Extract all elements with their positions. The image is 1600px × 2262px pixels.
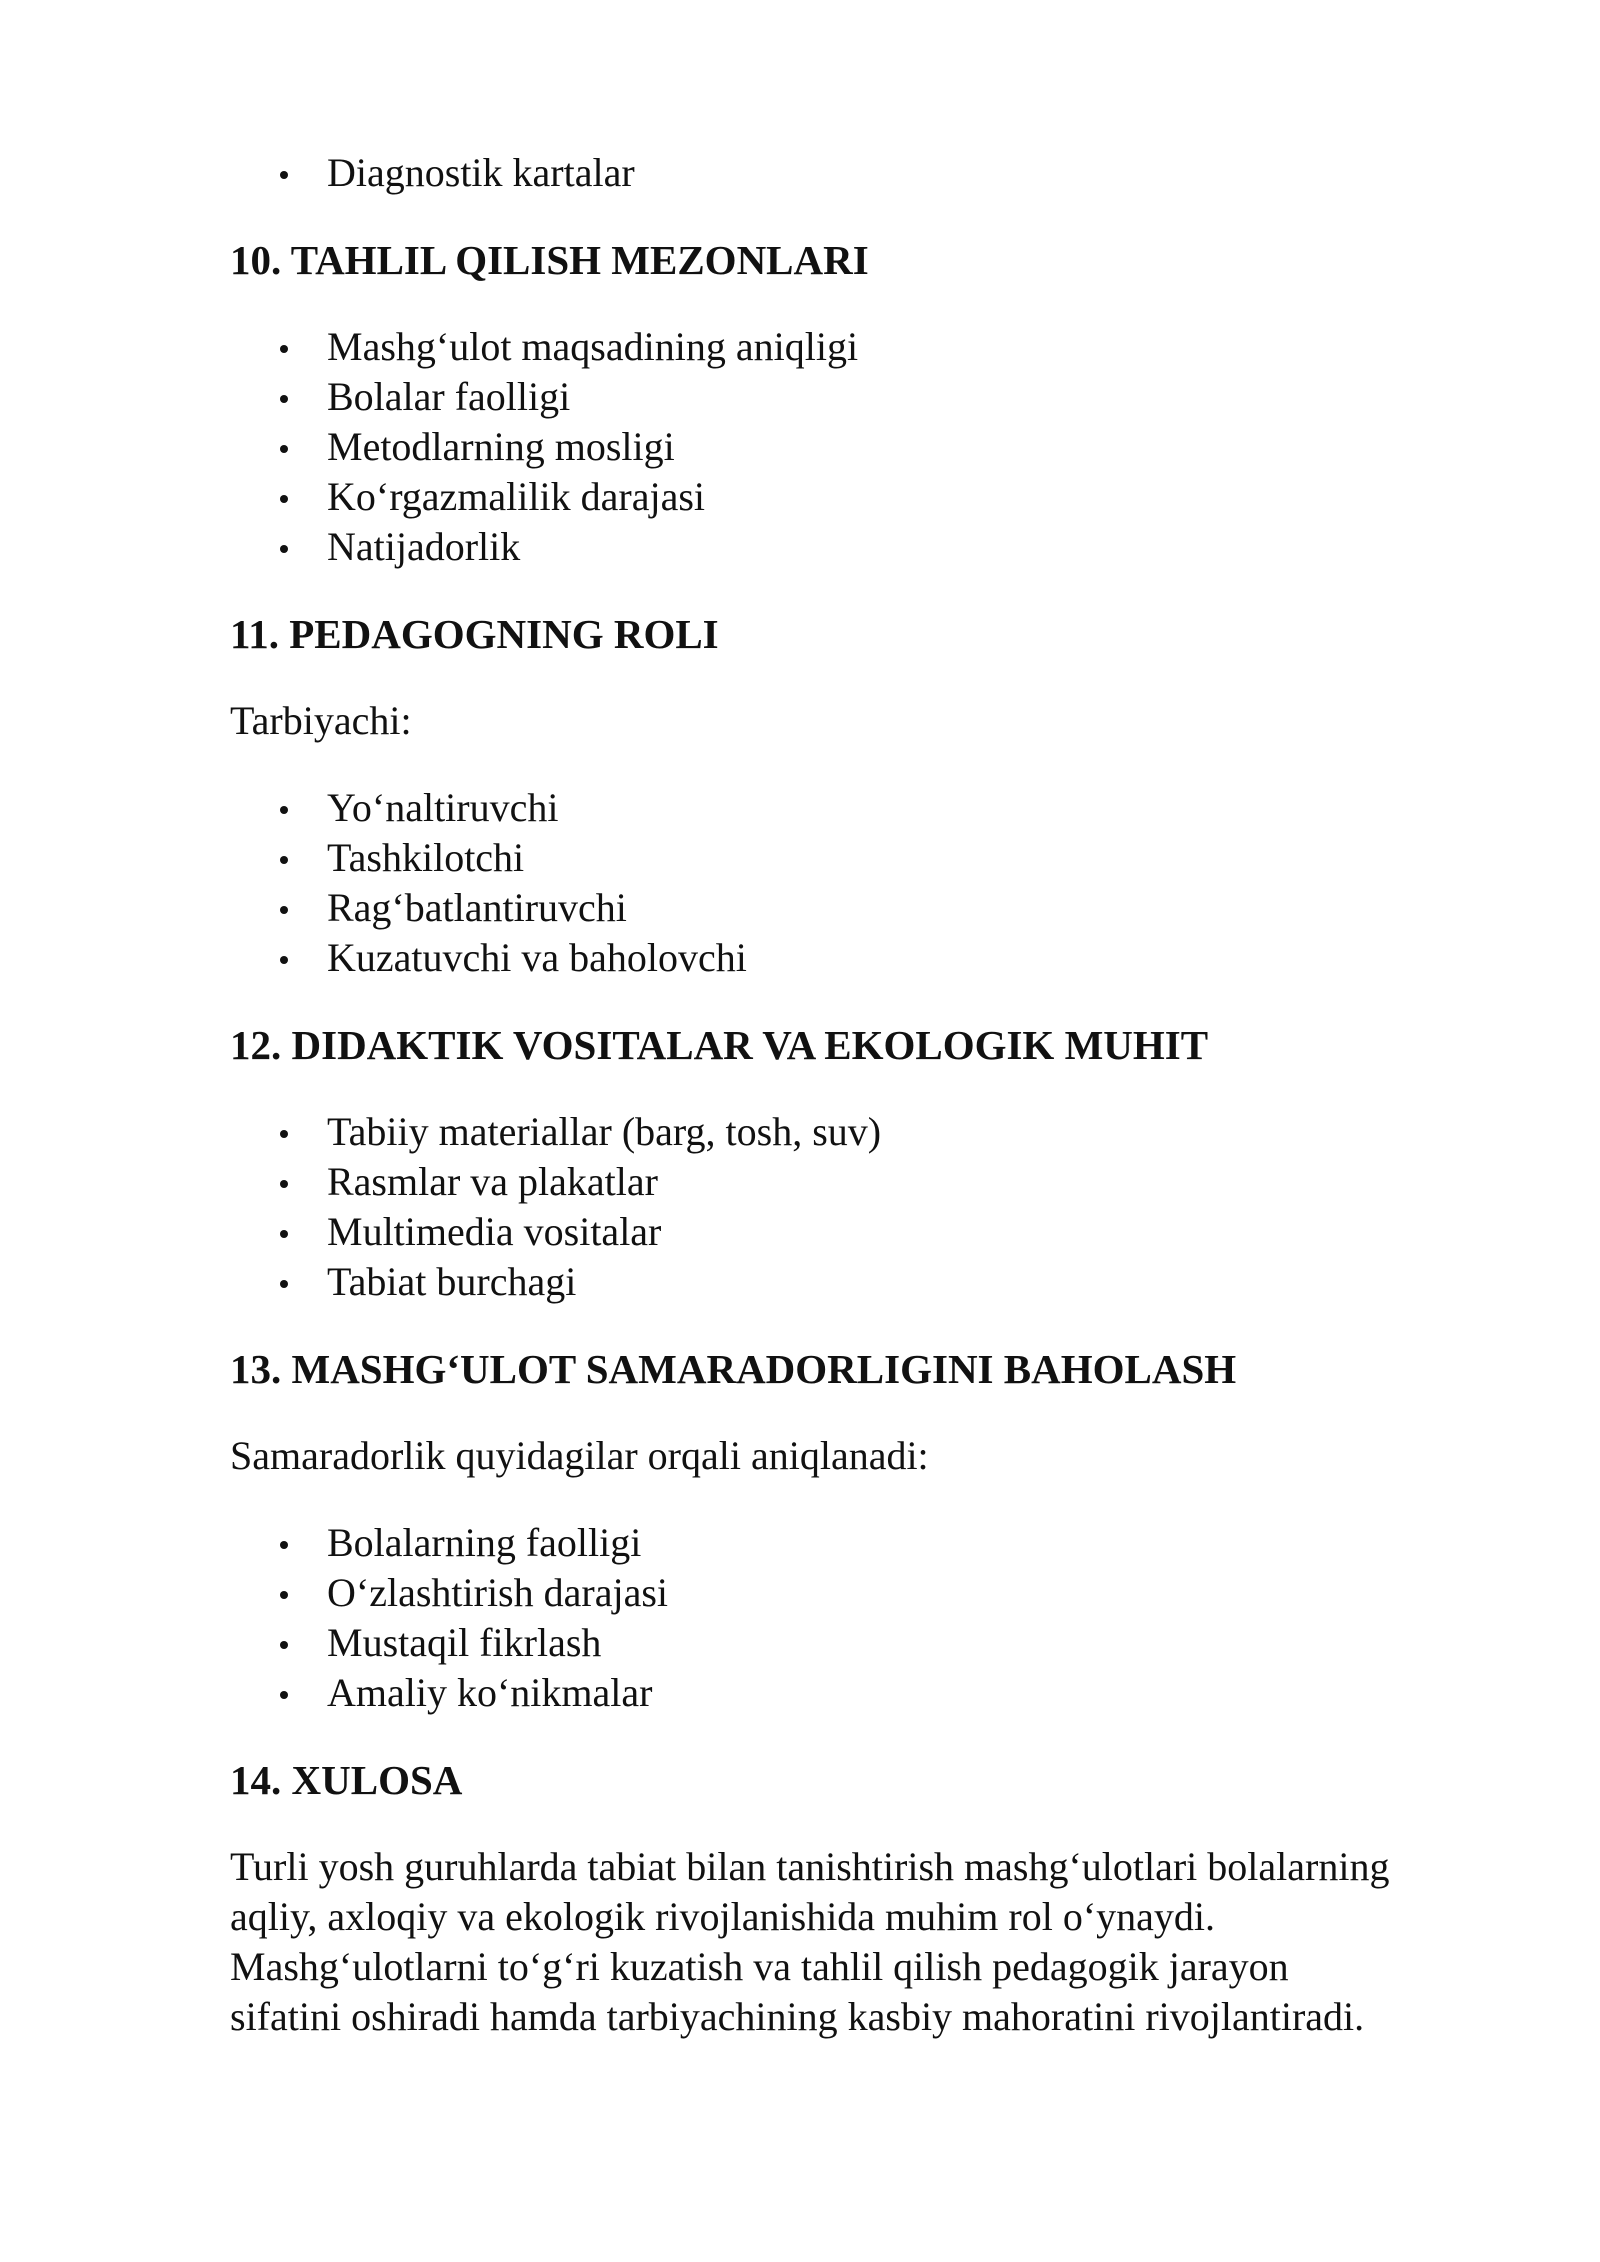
bullet-icon	[280, 856, 288, 864]
list-item: Metodlarning mosligi	[230, 422, 1500, 472]
section-list-12	[230, 1107, 1500, 1307]
section-list-13	[230, 1518, 1500, 1718]
section-heading-14: 14. XULOSA	[230, 1757, 463, 1803]
bullet-icon	[280, 1230, 288, 1238]
bullet-icon	[280, 1691, 288, 1699]
bullet-icon	[280, 495, 288, 503]
list-item: Tabiat burchagi	[230, 1257, 1500, 1307]
bullet-icon	[280, 171, 288, 179]
bullet-icon	[280, 906, 288, 914]
list-item: Rag‘batlantiruvchi	[230, 883, 1500, 933]
section-heading-12: 12. DIDAKTIK VOSITALAR VA EKOLOGIK MUHIT	[230, 1022, 1209, 1068]
list-item: Mustaqil fikrlash	[230, 1618, 1500, 1668]
conclusion-line: aqliy, axloqiy va ekologik rivojlanishida muhim rol o‘ynaydi.	[230, 1894, 1216, 1939]
list-item: Mashg‘ulot maqsadining aniqligi	[230, 322, 1500, 372]
bullet-icon	[280, 395, 288, 403]
section-heading-10: 10. TAHLIL QILISH MEZONLARI	[230, 237, 869, 283]
conclusion-line: Turli yosh guruhlarda tabiat bilan tanishtirish mashg‘ulotlari bolalarning	[230, 1844, 1390, 1889]
list-item: Rasmlar va plakatlar	[230, 1157, 1500, 1207]
bullet-icon	[280, 545, 288, 553]
intro-list	[230, 148, 1500, 198]
document-page	[230, 148, 1500, 2042]
list-item: Tashkilotchi	[230, 833, 1500, 883]
list-item: Diagnostik kartalar	[230, 148, 1500, 198]
bullet-icon	[280, 956, 288, 964]
list-item: Ko‘rgazmalilik darajasi	[230, 472, 1500, 522]
section-intro-13: Samaradorlik quyidagilar orqali aniqlanadi:	[230, 1433, 929, 1478]
list-item: Kuzatuvchi va baholovchi	[230, 933, 1500, 983]
list-item: O‘zlashtirish darajasi	[230, 1568, 1500, 1618]
list-item: Bolalar faolligi	[230, 372, 1500, 422]
conclusion-line: sifatini oshiradi hamda tarbiyachining kasbiy mahoratini rivojlantiradi.	[230, 1994, 1365, 2039]
list-item: Yo‘naltiruvchi	[230, 783, 1500, 833]
list-item: Tabiiy materiallar (barg, tosh, suv)	[230, 1107, 1500, 1157]
bullet-icon	[280, 445, 288, 453]
list-item: Amaliy ko‘nikmalar	[230, 1668, 1500, 1718]
bullet-icon	[280, 1280, 288, 1288]
section-list-11	[230, 783, 1500, 983]
bullet-icon	[280, 1591, 288, 1599]
section-heading-13: 13. MASHG‘ULOT SAMARADORLIGINI BAHOLASH	[230, 1346, 1237, 1392]
bullet-icon	[280, 1130, 288, 1138]
list-item: Bolalarning faolligi	[230, 1518, 1500, 1568]
list-item: Multimedia vositalar	[230, 1207, 1500, 1257]
section-intro-11: Tarbiyachi:	[230, 698, 412, 743]
section-heading-11: 11. PEDAGOGNING ROLI	[230, 611, 719, 657]
conclusion-line: Mashg‘ulotlarni to‘g‘ri kuzatish va tahlil qilish pedagogik jarayon	[230, 1944, 1289, 1989]
bullet-icon	[280, 806, 288, 814]
bullet-icon	[280, 1641, 288, 1649]
bullet-icon	[280, 345, 288, 353]
bullet-icon	[280, 1180, 288, 1188]
section-list-10	[230, 322, 1500, 572]
conclusion-paragraph	[230, 1842, 1500, 2042]
bullet-icon	[280, 1541, 288, 1549]
list-item: Natijadorlik	[230, 522, 1500, 572]
